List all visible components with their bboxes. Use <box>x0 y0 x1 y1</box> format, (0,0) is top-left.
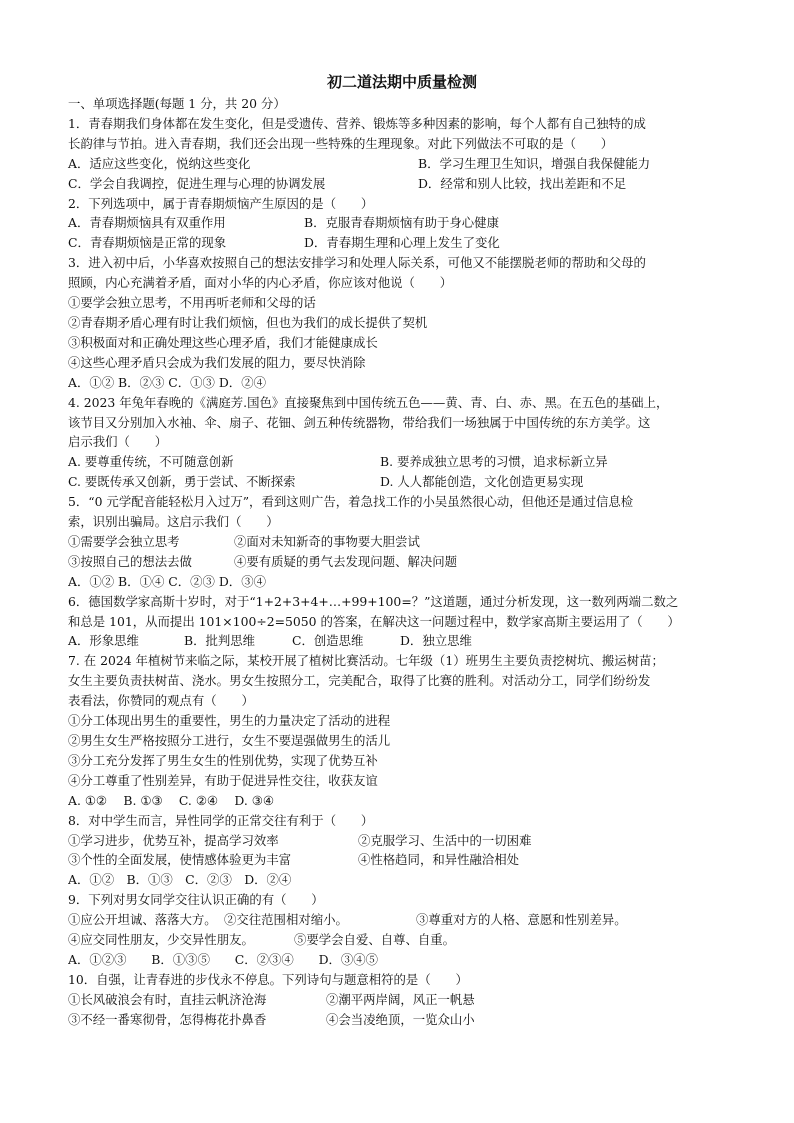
statement-1: ①需要学会独立思考 <box>68 533 180 549</box>
statement-4: ④这些心理矛盾只会成为我们发展的阻力，要尽快消除 <box>68 354 366 370</box>
section-heading: 一、单项选择题(每题 1 分，共 20 分） <box>68 96 286 111</box>
question-stem: 10．自强，让青春进的步伐永不停息。下列诗句与题意相符的是（ ） <box>68 971 468 987</box>
option-a: A. 要尊重传统，不可随意创新 <box>68 454 234 470</box>
question-stem: 表看法，你赞同的观点有（ ） <box>68 693 254 709</box>
statement-2: ②青春期矛盾心理有时让我们烦恼，但也为我们的成长提供了契机 <box>68 314 428 330</box>
option-c: C．创造思维 <box>292 633 364 649</box>
statement-3: ③分工充分发挥了男生女生的性别优势，实现了优势互补 <box>68 752 378 768</box>
statement-4: ④性格趋同，和异性融洽相处 <box>358 852 520 868</box>
statement-4: ④会当凌绝顶，一览众山小 <box>326 1011 475 1027</box>
question-stem: 2．下列选项中，属于青春期烦恼产生原因的是（ ） <box>68 195 374 211</box>
question-stem: 照顾，内心充满着矛盾，面对小华的内心矛盾，你应该对他说（ ） <box>68 275 453 291</box>
option-b: B．克服青春期烦恼有助于身心健康 <box>304 215 499 231</box>
option-d: D. 人人都能创造，文化创造更易实现 <box>380 474 584 490</box>
statement-2: ②面对未知新奇的事物要大胆尝试 <box>234 533 420 549</box>
answer-choices: A．①② B．①④ C．②③ D．③④ <box>68 573 266 589</box>
statement-3: ③尊重对方的人格、意愿和性别差异。 <box>416 912 627 928</box>
statement-1: ①学习进步，优势互补，提高学习效率 <box>68 832 279 848</box>
statement-5: ⑤要学会自爱、自尊、自重。 <box>294 932 456 948</box>
answer-choices: A. ①② B. ①③ C. ②④ D. ③④ <box>68 792 274 808</box>
option-d: D．独立思维 <box>400 633 472 649</box>
question-stem: 该节目又分别加入水袖、伞、扇子、花钿、剑五种传统器物，带给我们一场独属于中国传统的东方美学。这 <box>68 414 651 430</box>
question-3 <box>68 253 736 392</box>
answer-choices: A．①② B．②③ C．①③ D．②④ <box>68 374 266 390</box>
question-2 <box>68 194 736 254</box>
page-title: 初二道法期中质量检测 <box>326 73 477 91</box>
question-10 <box>68 970 736 1030</box>
statement-2: ②交往范围相对缩小。 <box>224 912 348 928</box>
statement-3: ③不经一番寒彻骨，怎得梅花扑鼻香 <box>68 1011 267 1027</box>
question-5 <box>68 492 736 592</box>
statement-2: ②克服学习、生活中的一切困难 <box>358 832 532 848</box>
question-7 <box>68 651 736 810</box>
question-stem: 9．下列对男女同学交往认识正确的有（ ） <box>68 892 324 908</box>
option-c: C．学会自我调控，促进生理与心理的协调发展 <box>68 175 326 191</box>
statement-2: ②男生女生严格按照分工进行，女生不要逞强做男生的活儿 <box>68 733 391 748</box>
question-stem: 索，识别出骗局。这启示我们（ ） <box>68 514 279 530</box>
option-b: B．批判思维 <box>184 633 256 649</box>
question-stem: 8．对中学生而言，异性同学的正常交往有利于（ ） <box>68 812 374 828</box>
option-d: D．经常和别人比较，找出差距和不足 <box>418 175 627 191</box>
question-stem: 5．“0 元学配音能轻松月入过万”，看到这则广告，着急找工作的小吴虽然很心动，但他还是通过信息检 <box>68 494 634 510</box>
option-b: B. 要养成独立思考的习惯，追求标新立异 <box>380 454 608 470</box>
statement-3: ③按照自己的想法去做 <box>68 553 192 569</box>
statement-1: ①长风破浪会有时，直挂云帆济沧海 <box>68 991 267 1007</box>
question-8 <box>68 811 736 891</box>
option-d: D．青春期生理和心理上发生了变化 <box>304 235 500 251</box>
exam-page <box>68 72 736 1030</box>
option-c: C．青春期烦恼是正常的现象 <box>68 235 227 251</box>
question-stem: 女生主要负责扶树苗、浇水。男女生按照分工，完美配合，取得了比赛的胜利。对活动分工，同学们纷纷发 <box>68 673 651 689</box>
question-stem: 和总是 101，从而提出 101×100÷2=5050 的答案，在解决这一问题过程中，数学家高斯主要运用了（ ） <box>68 613 680 629</box>
question-stem: 3．进入初中后，小华喜欢按照自己的想法安排学习和处理人际关系，可他又不能摆脱老师的帮助和父母的 <box>68 255 646 271</box>
answer-choices: A．①② B．①③ C．②③ D．②④ <box>68 872 292 888</box>
question-9 <box>68 890 736 970</box>
option-c: C. 要既传承又创新，勇于尝试、不断探索 <box>68 474 296 490</box>
statement-3: ③积极面对和正确处理这些心理矛盾，我们才能健康成长 <box>68 334 378 350</box>
question-stem: 启示我们（ ） <box>68 434 168 450</box>
question-stem: 7. 在 2024 年植树节来临之际，某校开展了植树比赛活动。七年级（1）班男生主要负责挖树坑、搬运树苗； <box>68 653 664 669</box>
statement-4: ④要有质疑的勇气去发现问题、解决问题 <box>234 553 458 569</box>
question-6 <box>68 592 736 652</box>
option-b: B．学习生理卫生知识，增强自我保健能力 <box>418 155 651 171</box>
question-stem: 6．德国数学家高斯十岁时，对于“1+2+3+4+…+99+100=？”这道题，通过分析发现，这一数列两端二数之 <box>68 593 679 609</box>
option-a: A．适应这些变化，悦纳这些变化 <box>68 155 251 171</box>
question-stem: 1．青春期我们身体都在发生变化，但是受遗传、营养、锻炼等多种因素的影响，每个人都有自己独特的成 <box>68 115 646 131</box>
option-a: A．青春期烦恼具有双重作用 <box>68 215 226 231</box>
statement-1: ①应公开坦诚、落落大方。 <box>68 912 217 928</box>
statement-4: ④应交同性朋友，少交异性朋友。 <box>68 932 254 948</box>
statement-3: ③个性的全面发展，使情感体验更为丰富 <box>68 852 292 868</box>
statement-1: ①要学会独立思考，不用再听老师和父母的话 <box>68 295 316 311</box>
question-1 <box>68 114 736 194</box>
statement-1: ①分工体现出男生的重要性，男生的力量决定了活动的进程 <box>68 713 391 729</box>
question-stem: 长韵律与节拍。进入青春期，我们还会出现一些特殊的生理现象。对此下列做法不可取的是（ ） <box>68 135 614 151</box>
question-4 <box>68 393 736 493</box>
statement-2: ②潮平两岸阔，风正一帆悬 <box>326 991 475 1007</box>
statement-4: ④分工尊重了性别差异，有助于促进异性交往，收获友谊 <box>68 772 378 788</box>
option-a: A．形象思维 <box>68 633 139 649</box>
answer-choices: A．①②③ B．①③⑤ C．②③④ D．③④⑤ <box>68 951 379 967</box>
question-stem: 4. 2023 年兔年春晚的《满庭芳.国色》直接聚焦到中国传统五色——黄、青、白、赤、黑。在五色的基础上， <box>68 394 669 410</box>
